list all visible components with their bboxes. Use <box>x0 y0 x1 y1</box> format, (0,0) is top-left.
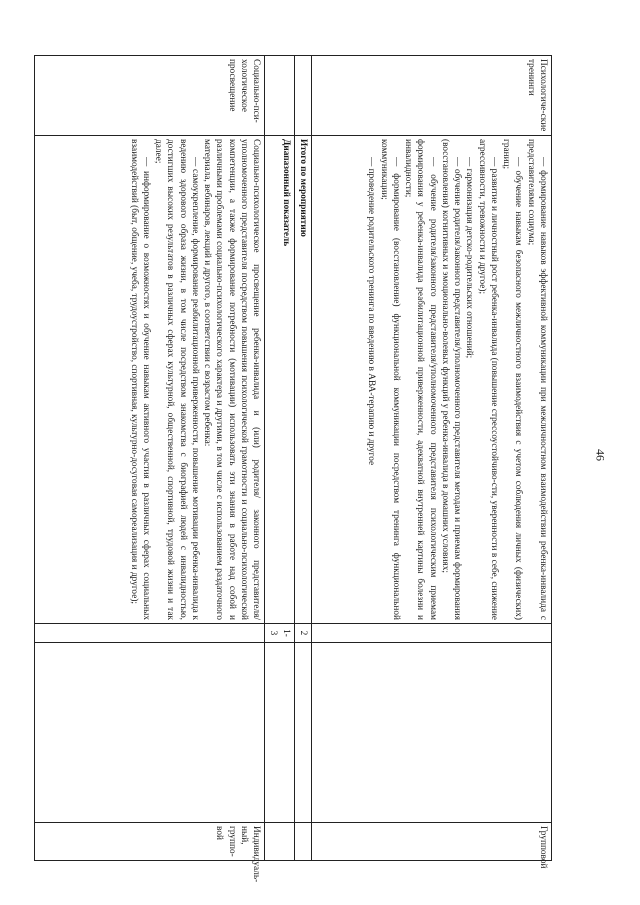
paragraph: Социально-психологическое просвещение ребенка-инвалида и (или) родителя/ законного представителя/уполномоченного представителя посредством повышения психологической грамотности и социально-психологической компетенции, а также формирование потребности (мотивации) использовать эти знания в работе над собой и различными проблемами социально-психологического характера и другими, в том числе с использованием раздаточного материала, вебинаров, лекций и другого, в соответствии с возрастом ребенка: <box>202 139 262 620</box>
count-cell <box>312 624 552 643</box>
list-item: — обучение родителя/законного представителя/уполномоченного представителя методам и приемам формирования (восстановления) когнитивных и эмоционально-волевых функций у ребенка-инвалида в домашних условиях; <box>439 139 463 620</box>
form-cell: Групповой <box>312 823 552 861</box>
area-cell: Социально-пси-хологическое просвещение <box>35 56 265 136</box>
page-number: 46 <box>593 449 608 461</box>
empty-cell <box>294 643 311 823</box>
range-value: 1-3 <box>265 624 295 643</box>
list-item: — развитие и личностный рост ребенка-инвалида (повышение стрессоустойчиво-сти, уверенности в себе, снижение агрессивности, тревожности и другое); <box>476 139 499 620</box>
count-cell <box>35 624 265 643</box>
empty-cell <box>294 823 311 861</box>
form-cell: Индивидуаль-ный, группо-вой <box>35 823 265 861</box>
empty-cell <box>312 643 552 823</box>
list-item: — формирование (восстановление) функциональной коммуникации посредством тренинга функциональной коммуникации; <box>378 139 401 620</box>
rotated-table-sheet <box>60 55 552 883</box>
rehabilitation-plan-table <box>34 55 552 883</box>
total-value: 2 <box>294 624 311 643</box>
total-label: Итого по мероприятию <box>294 136 311 624</box>
empty-cell <box>35 643 265 823</box>
empty-cell <box>294 56 311 136</box>
area-cell: Психологиче-ские тренинги <box>312 56 552 136</box>
list-item: — гармонизация детско-родительских отношений; <box>464 157 475 359</box>
table-row <box>312 56 552 861</box>
list-item: — информирование о возможностях и обучение навыкам активного участия в различных сферах социальных взаимодействий (быт, общение, учеба, трудоустройство, спортивная, культурно-досуговая самореализация и другое); <box>128 139 151 620</box>
content-cell <box>312 136 552 624</box>
range-label: Диапазонный показатель <box>265 136 295 624</box>
empty-cell <box>265 823 295 861</box>
table-row <box>35 56 265 861</box>
table-row-range <box>265 56 295 861</box>
list-item: — обучение навыкам безопасного межличностного взаимодействия с учетом соблюдения личных (физических) границ; <box>501 139 524 620</box>
list-item: — проведение родительского тренинга по введению в АВА-терапию и другое <box>366 157 377 466</box>
table-row-total <box>294 56 311 861</box>
list-item: — обучение родителя/законного представителя/уполномоченного представителя психологическим приемам формирования у ребенка-инвалида реабилитационной приверженности, адекватной внутренней картины болезни и инвалидности; <box>403 139 438 620</box>
list-item: — самоукрепление, формирование реабилитационной приверженности, повышение мотивации ребенка-инвалида к ведению здорового образа жизни, в том числе посредством знакомства с биографией людей с инвалидностью, достигших высоких результатов в различных сферах культурной, общественной, спортивной, трудовой жизни и так далее; <box>153 139 200 620</box>
list-item: — формирование навыков эффективной коммуникации при межличностном взаимодействии ребенка-инвалида с представителями социума; <box>525 139 548 620</box>
empty-cell <box>265 56 295 136</box>
content-cell <box>35 136 265 624</box>
empty-cell <box>265 643 295 823</box>
